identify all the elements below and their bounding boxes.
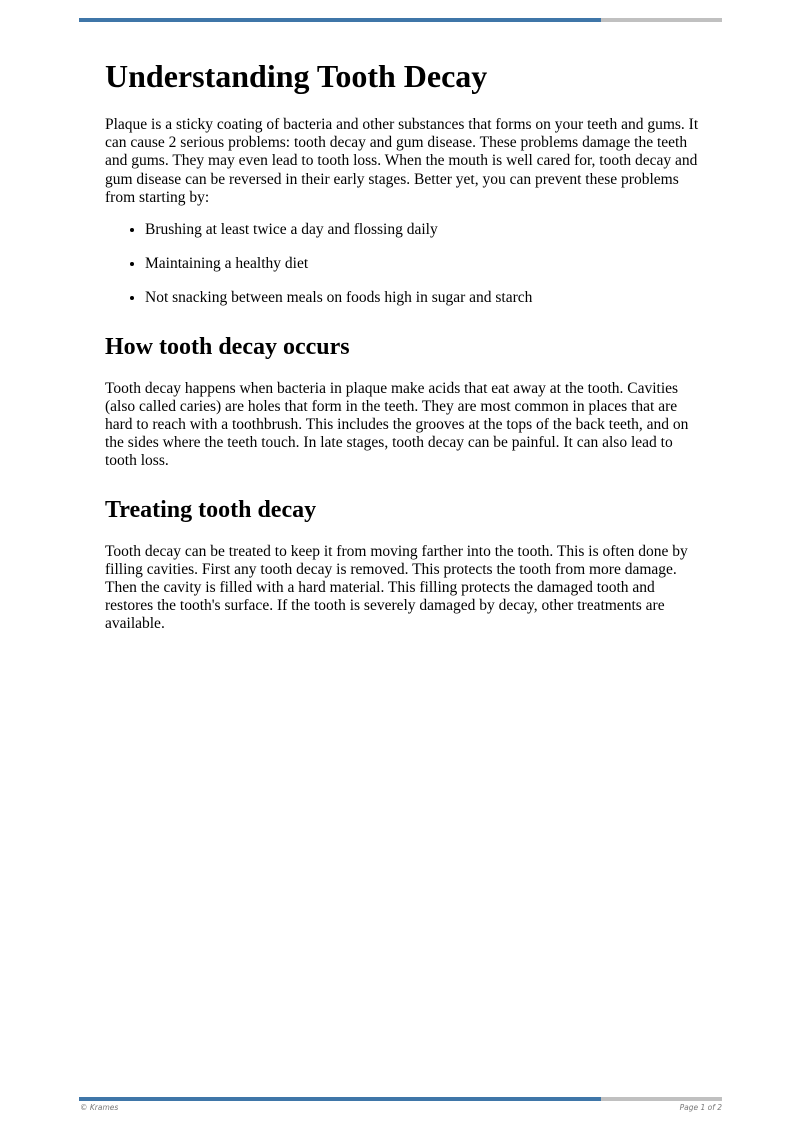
list-item: • Not snacking between meals on foods high in sugar and starch — [145, 289, 705, 307]
section-heading-treating-decay: Treating tooth decay — [105, 496, 317, 523]
list-item: • Brushing at least twice a day and flossing daily — [145, 221, 705, 239]
page-footer — [80, 1103, 722, 1112]
page-indicator: Page 1 of 2 — [679, 1103, 722, 1112]
footer-rule — [79, 1097, 722, 1101]
prevention-list — [105, 221, 705, 308]
intro-paragraph: Plaque is a sticky coating of bacteria and other substances that forms on your teeth and gums. It can cause 2 serious problems: tooth decay and gum disease. These problems damage the teeth and gums. They may even lead to tooth loss. When the mouth is well cared for, tooth decay and gum disease can be reversed in their early stages. Better yet, you can prevent these problems from starting by: — [105, 116, 699, 206]
footer-rule-rest — [601, 1097, 722, 1101]
section-body-how-decay-occurs: Tooth decay happens when bacteria in plaque make acids that eat away at the tooth. Cavities (also called caries) are holes that form in the teeth. They are most common in places that are hard to reach with a toothbrush. This includes the grooves at the tops of the back teeth, and on the sides where the teeth touch. In late stages, tooth decay can be painful. It can also lead to tooth loss. — [105, 379, 689, 470]
footer-rule-accent — [79, 1097, 601, 1101]
section-body-treating-decay: Tooth decay can be treated to keep it from moving farther into the tooth. This is often done by filling cavities. First any tooth decay is removed. This protects the tooth from more damage. Then the cavity is filled with a hard material. This filling protects the damaged tooth and restores the tooth's surface. If the tooth is severely damaged by decay, other treatments are available. — [105, 542, 688, 633]
section-heading-how-decay-occurs: How tooth decay occurs — [105, 333, 350, 360]
header-rule-accent — [79, 18, 601, 22]
copyright-text: © Krames — [80, 1103, 119, 1112]
list-item: • Maintaining a healthy diet — [145, 255, 705, 273]
header-rule-rest — [601, 18, 722, 22]
page-title: Understanding Tooth Decay — [105, 58, 488, 94]
document-body — [105, 56, 705, 634]
header-rule — [79, 18, 722, 22]
